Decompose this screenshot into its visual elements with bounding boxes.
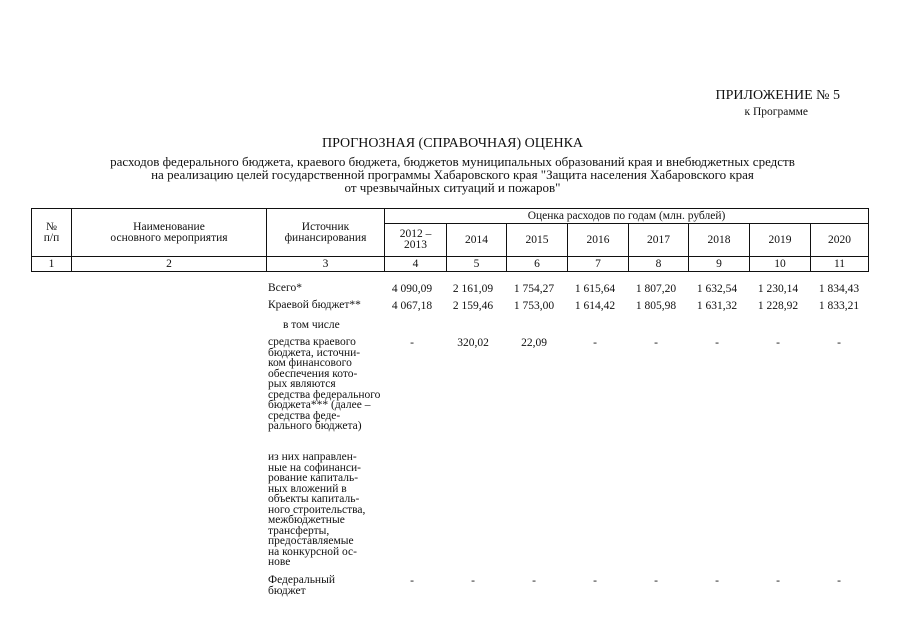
estimate-value: 2 161,09 [452,283,494,295]
estimate-value: 4 090,09 [391,283,433,295]
subtitle-line: на реализацию целей государственной программы Хабаровского края "Защита населения Хабаровского края [151,167,754,182]
estimate-value: - [837,337,841,349]
year-header: 2017 [629,224,689,257]
estimate-value: 1 807,20 [635,283,677,295]
funding-source-label: в том числе [283,319,340,331]
column-number: 5 [447,257,507,272]
year-header: 2020 [811,224,869,257]
estimate-value: - [654,337,658,349]
funding-source-label: Федеральный бюджет [268,574,335,597]
column-number: 6 [507,257,568,272]
estimate-value: - [471,575,475,587]
funding-source-label: Всего* [268,282,302,294]
year-header: 2014 [447,224,507,257]
subtitle-line: от чрезвычайных ситуаций и пожаров" [344,180,561,195]
estimate-value: 2 159,46 [452,300,494,312]
appendix-title: ПРИЛОЖЕНИЕ № 5 [715,88,840,103]
estimate-value: 4 067,18 [391,300,433,312]
funding-source-label: из них направлен- ные на софинанси- рование капиталь- ных вложений в объекты капиталь- ного строительства, межбюджетные трансферты, предоставляемые на конкурсной ос- нове [268,451,366,568]
estimate-value: 1 632,54 [696,283,738,295]
estimate-value: 1 631,32 [696,300,738,312]
estimate-value: - [715,575,719,587]
column-header-estimate: Оценка расходов по годам (млн. рублей) [385,209,869,224]
estimate-value: 1 833,21 [818,300,860,312]
funding-source-label: средства краевого бюджета, источни- ком финансового обеспечения кото- рых являются средства федерального бюджета*** (далее – средства феде- рального бюджета) [268,336,381,432]
column-number: 4 [385,257,447,272]
column-number: 3 [267,257,385,272]
estimate-value: 1 834,43 [818,283,860,295]
year-header: 2015 [507,224,568,257]
estimate-value: - [654,575,658,587]
year-header: 2016 [568,224,629,257]
column-number: 9 [689,257,750,272]
document-title: ПРОГНОЗНАЯ (СПРАВОЧНАЯ) ОЦЕНКА [321,136,584,151]
estimate-value: 320,02 [457,337,489,349]
estimate-value: - [593,575,597,587]
column-header-source: Источник финансирования [267,209,385,257]
estimate-value: - [776,575,780,587]
year-header: 2018 [689,224,750,257]
column-number: 1 [32,257,72,272]
estimate-value: 22,09 [521,337,547,349]
column-number: 8 [629,257,689,272]
column-number: 7 [568,257,629,272]
estimate-value: 1 614,42 [574,300,616,312]
funding-source-label: Краевой бюджет** [268,299,361,311]
column-number: 10 [750,257,811,272]
column-header-name: Наименование основного мероприятия [72,209,267,257]
estimate-value: - [593,337,597,349]
subtitle-line: расходов федерального бюджета, краевого бюджета, бюджетов муниципальных образований края и внебюджетных средств [110,154,795,169]
column-header-number: № п/п [32,209,72,257]
year-header: 2012 – 2013 [385,224,447,257]
column-number: 11 [811,257,869,272]
estimate-value: 1 754,27 [513,283,555,295]
estimate-value: 1 228,92 [757,300,799,312]
estimate-value: 1 230,14 [757,283,799,295]
estimate-value: - [410,337,414,349]
column-number: 2 [72,257,267,272]
estimate-value: - [837,575,841,587]
year-header: 2019 [750,224,811,257]
estimate-value: 1 615,64 [574,283,616,295]
estimate-value: - [715,337,719,349]
estimate-value: - [410,575,414,587]
estimate-value: 1 805,98 [635,300,677,312]
estimate-value: - [532,575,536,587]
estimate-value: - [776,337,780,349]
estimate-value: 1 753,00 [513,300,555,312]
appendix-subtitle: к Программе [744,106,808,118]
